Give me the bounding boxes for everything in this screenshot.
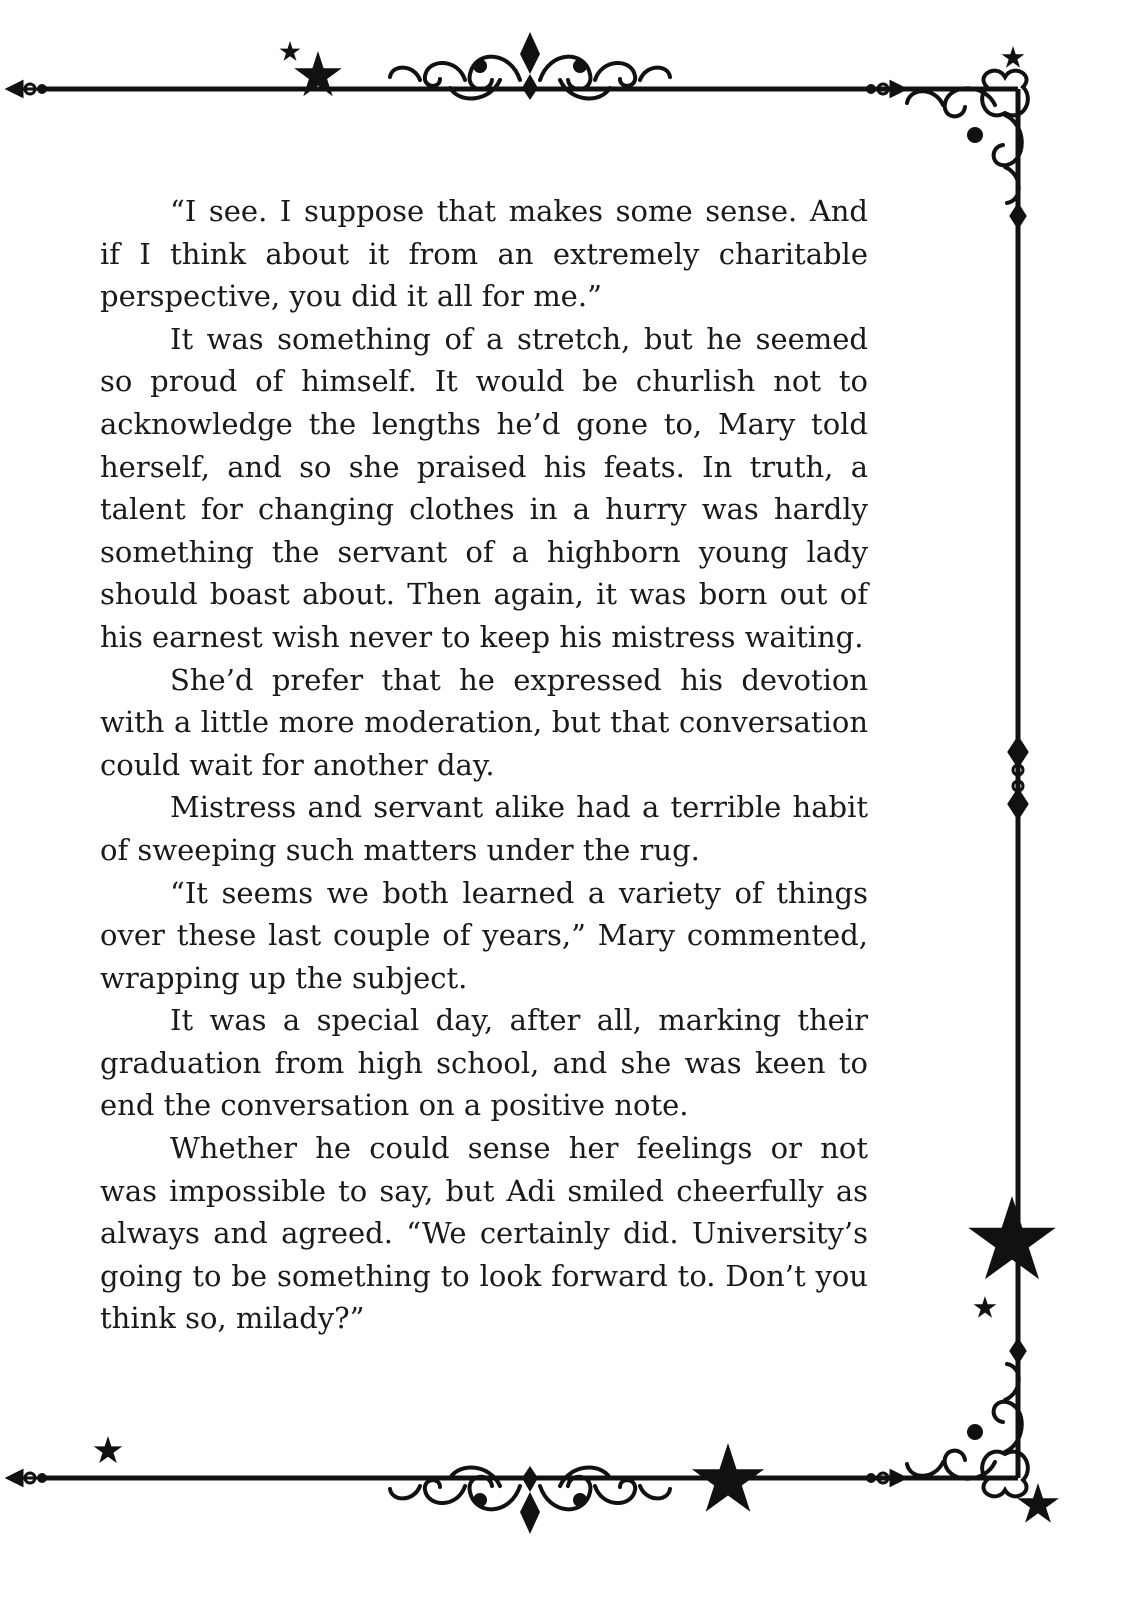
paragraph-3: She’d prefer that he expressed his devotion with a little more moderation, but that conversation could wait for another day. bbox=[100, 662, 868, 782]
paragraph-1: “I see. I suppose that makes some sense. And if I think about it from an extremely charitable perspective, you did it all for me.” bbox=[100, 194, 868, 314]
star-icon bbox=[1017, 1483, 1059, 1523]
star-icon bbox=[974, 1296, 997, 1318]
paragraph-7: Whether he could sense her feelings or not was impossible to say, but Adi smiled cheerfully as always and agreed. “We certainly did. University’s going to be something to look forward to. Don’t you think so, milady?” bbox=[100, 1131, 868, 1336]
paragraph-4: Mistress and servant alike had a terrible habit of sweeping such matters under the rug. bbox=[100, 790, 868, 867]
star-icon bbox=[280, 41, 301, 61]
right-border bbox=[1009, 89, 1027, 1478]
star-icon bbox=[94, 1436, 123, 1463]
paragraph-5: “It seems we both learned a variety of things over these last couple of years,” Mary commented, wrapping up the subject. bbox=[100, 875, 868, 995]
top-border bbox=[8, 82, 1018, 96]
paragraph-2: It was something of a stretch, but he seemed so proud of himself. It would be churlish not to acknowledge the lengths he’d gone to, Mary told herself, and so she praised his feats. In truth, a talent for changing clothes in a hurry was hardly something the servant of a highborn young lady should boast about. Then again, it was born out of his earnest wish never to keep his mistress waiting. bbox=[100, 321, 868, 654]
star-icon bbox=[968, 1196, 1056, 1279]
star-icon bbox=[1002, 46, 1025, 68]
page-body bbox=[100, 190, 868, 1340]
paragraph-6: It was a special day, after all, marking their graduation from high school, and she was keen to end the conversation on a positive note. bbox=[100, 1003, 868, 1123]
bottom-border bbox=[8, 1471, 1018, 1485]
